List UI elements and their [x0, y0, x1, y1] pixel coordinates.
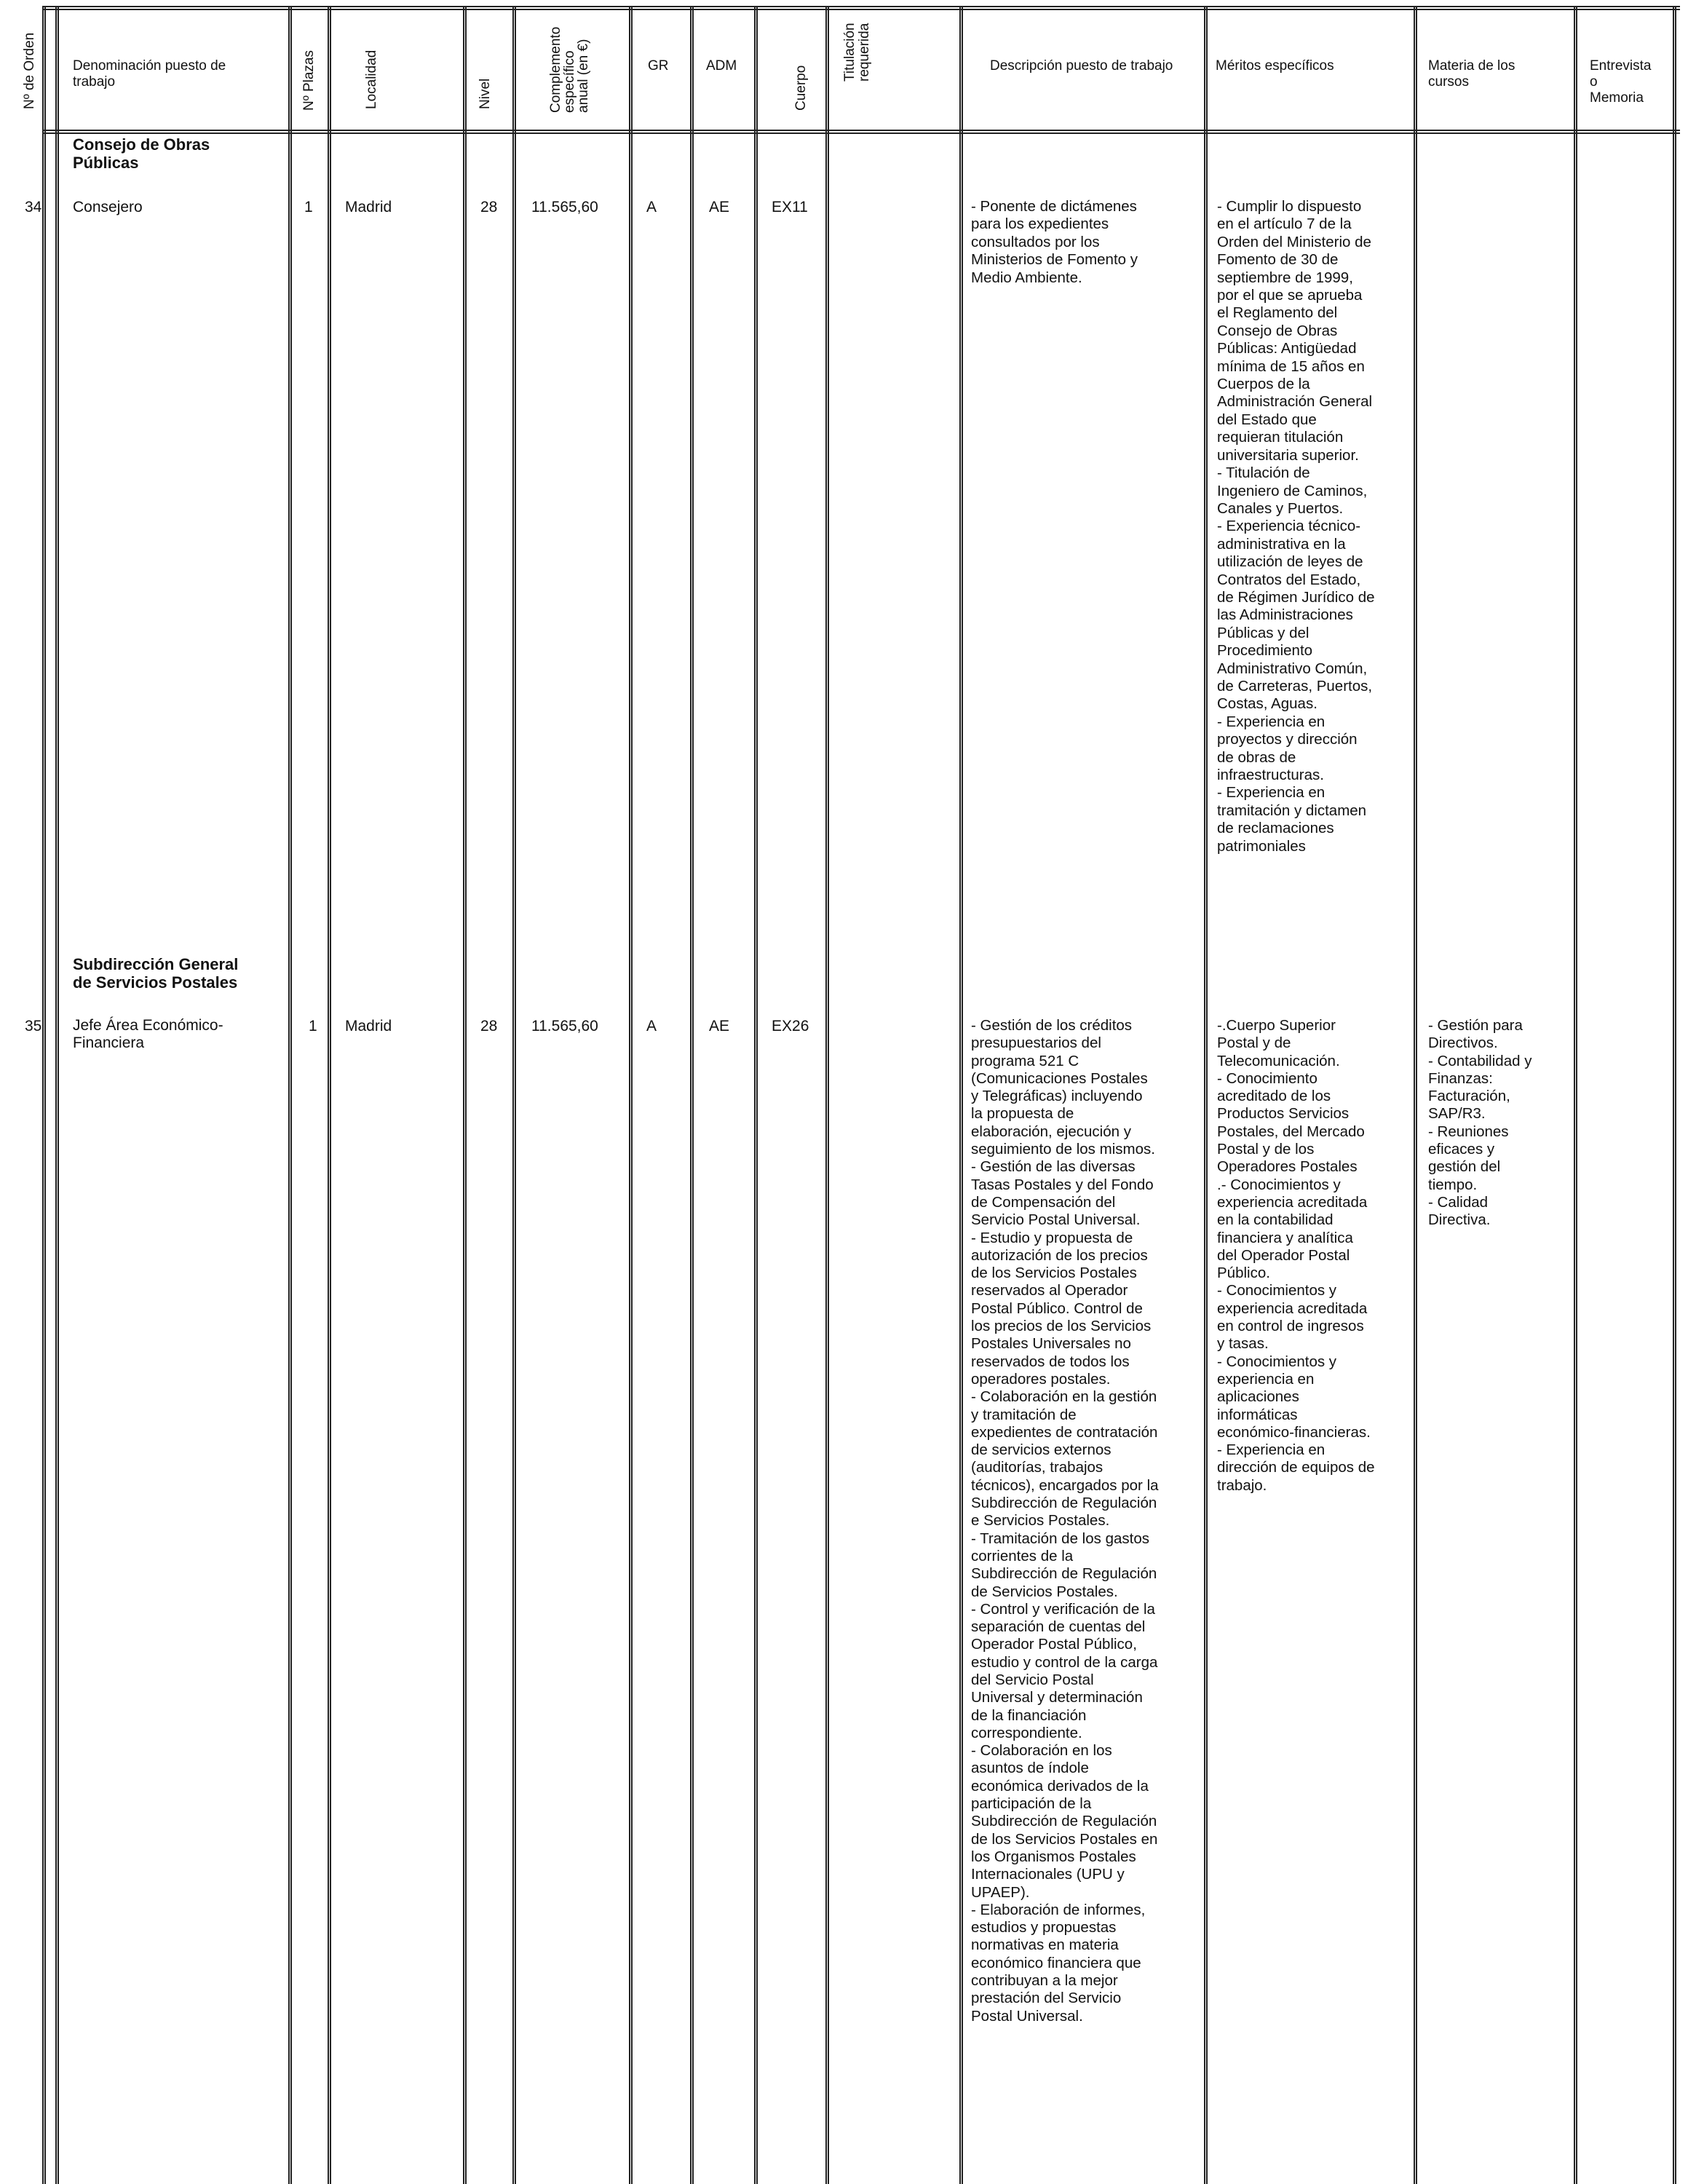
cell-adm: AE [709, 1018, 730, 1034]
col-border [690, 6, 694, 2184]
cell-meritos: -.Cuerpo Superior Postal y de Telecomunicación. - Conocimiento acreditado de los Productos Servicios Postales, del Mercado Postal y de los Operadores Postales .- Conocimientos y experiencia acreditada en la contabilidad financiera y analítica del Operador Postal Público. - Conocimientos y experiencia acreditada en control de ingresos y tasas. - Conocimientos y experiencia en aplicaciones informáticas económico-financieras. - Experiencia en dirección de equipos de trabajo. [1217, 1017, 1375, 1494]
header-descripcion: Descripción puesto de trabajo [990, 58, 1173, 74]
col-border [42, 6, 46, 2184]
cell-denominacion: Consejero [73, 199, 143, 215]
header-num-orden: Nº de Orden [22, 32, 37, 109]
header-denominacion: Denominación puesto de trabajo [73, 58, 226, 90]
header-gr: GR [648, 58, 669, 74]
cell-cuerpo: EX11 [772, 199, 808, 215]
col-border [463, 6, 467, 2184]
cell-meritos: - Cumplir lo dispuesto en el artículo 7 de la Orden del Ministerio de Fomento de 30 de septiembre de 1999, por el que se aprueba el Reglamento del Consejo de Obras Públicas: Antigüedad mínima de 15 años en Cuerpos de la Administración General del Estado que requieran titulación universitaria superior. - Titulación de Ingeniero de Caminos, Canales y Puertos. - Experiencia técnico- administrativa en la utilización de leyes de Contratos del Estado, de Régimen Jurídico de las Administraciones Públicas y del Procedimiento Administrativo Común, de Carreteras, Puertos, Costas, Aguas. - Experiencia en proyectos y dirección de obras de infraestructuras. - Experiencia en tramitación y dictamen de reclamaciones patrimoniales [1217, 198, 1375, 855]
cell-gr: A [646, 1018, 657, 1034]
col-border [754, 6, 758, 2184]
cell-orden: 34 [25, 199, 42, 215]
cell-materia: - Gestión para Directivos. - Contabilidad y Finanzas: Facturación, SAP/R3. - Reuniones eficaces y gestión del tiempo. - Calidad Directiva. [1428, 1017, 1532, 1229]
col-border [288, 6, 292, 2184]
col-border [629, 6, 633, 2184]
col-border [512, 6, 516, 2184]
cell-denominacion: Jefe Área Económico- Financiera [73, 1017, 223, 1051]
header-titulacion: Titulación requerida [842, 23, 872, 82]
cell-complemento: 11.565,60 [531, 199, 598, 215]
section-title: Consejo de Obras Públicas [73, 135, 210, 172]
cell-descripcion: - Ponente de dictámenes para los expedientes consultados por los Ministerios de Fomento y Medio Ambiente. [971, 198, 1138, 286]
cell-cuerpo: EX26 [772, 1018, 809, 1034]
cell-plazas: 1 [304, 199, 313, 215]
col-border [328, 6, 331, 2184]
col-border [825, 6, 829, 2184]
col-border [959, 6, 963, 2184]
header-entrevista: Entrevista o Memoria [1590, 58, 1652, 106]
header-materia: Materia de los cursos [1428, 58, 1515, 90]
col-border [1574, 6, 1577, 2184]
cell-descripcion: - Gestión de los créditos presupuestarios del programa 521 C (Comunicaciones Postales y Telegráficas) incluyendo la propuesta de elaboración, ejecución y seguimiento de los mismos. - Gestión de las diversas Tasas Postales y del Fondo de Compensación del Servicio Postal Universal. - Estudio y propuesta de autorización de los precios de los Servicios Postales reservados al Operador Postal Público. Control de los precios de los Servicios Postales Universales no reservados de todos los operadores postales. - Colaboración en la gestión y tramitación de expedientes de contratación de servicios externos (auditorías, trabajos técnicos), encargados por la Subdirección de Regulación e Servicios Postales. - Tramitación de los gastos corrientes de la Subdirección de Regulación de Servicios Postales. - Control y verificación de la separación de cuentas del Operador Postal Público, estudio y control de la carga del Servicio Postal Universal y determinación de la financiación correspondiente. - Colaboración en los asuntos de índole económica derivados de la participación de la Subdirección de Regulación de los Servicios Postales en los Organismos Postales Internacionales (UPU y UPAEP). - Elaboración de informes, estudios y propuestas normativas en materia económico financiera que contribuyan a la mejor prestación del Servicio Postal Universal. [971, 1017, 1159, 2025]
header-num-plazas: Nº Plazas [301, 50, 317, 111]
cell-adm: AE [709, 199, 730, 215]
header-meritos: Méritos específicos [1216, 58, 1334, 74]
header-adm: ADM [706, 58, 737, 74]
row-border-top [42, 6, 1680, 10]
header-complemento: Complemento específico anual (en €) [548, 26, 591, 113]
col-border [1414, 6, 1417, 2184]
cell-plazas: 1 [309, 1018, 317, 1034]
col-border [1673, 6, 1676, 2184]
cell-gr: A [646, 199, 657, 215]
cell-localidad: Madrid [345, 199, 392, 215]
cell-localidad: Madrid [345, 1018, 392, 1034]
cell-orden: 35 [25, 1018, 42, 1034]
header-localidad: Localidad [364, 50, 379, 109]
cell-nivel: 28 [480, 1018, 498, 1034]
row-border-header [42, 130, 1680, 134]
cell-complemento: 11.565,60 [531, 1018, 598, 1034]
section-title: Subdirección General de Servicios Postales [73, 955, 239, 992]
col-border [1204, 6, 1208, 2184]
col-border [55, 6, 59, 2184]
header-cuerpo: Cuerpo [793, 65, 809, 111]
cell-nivel: 28 [480, 199, 498, 215]
header-nivel: Nivel [478, 78, 493, 109]
